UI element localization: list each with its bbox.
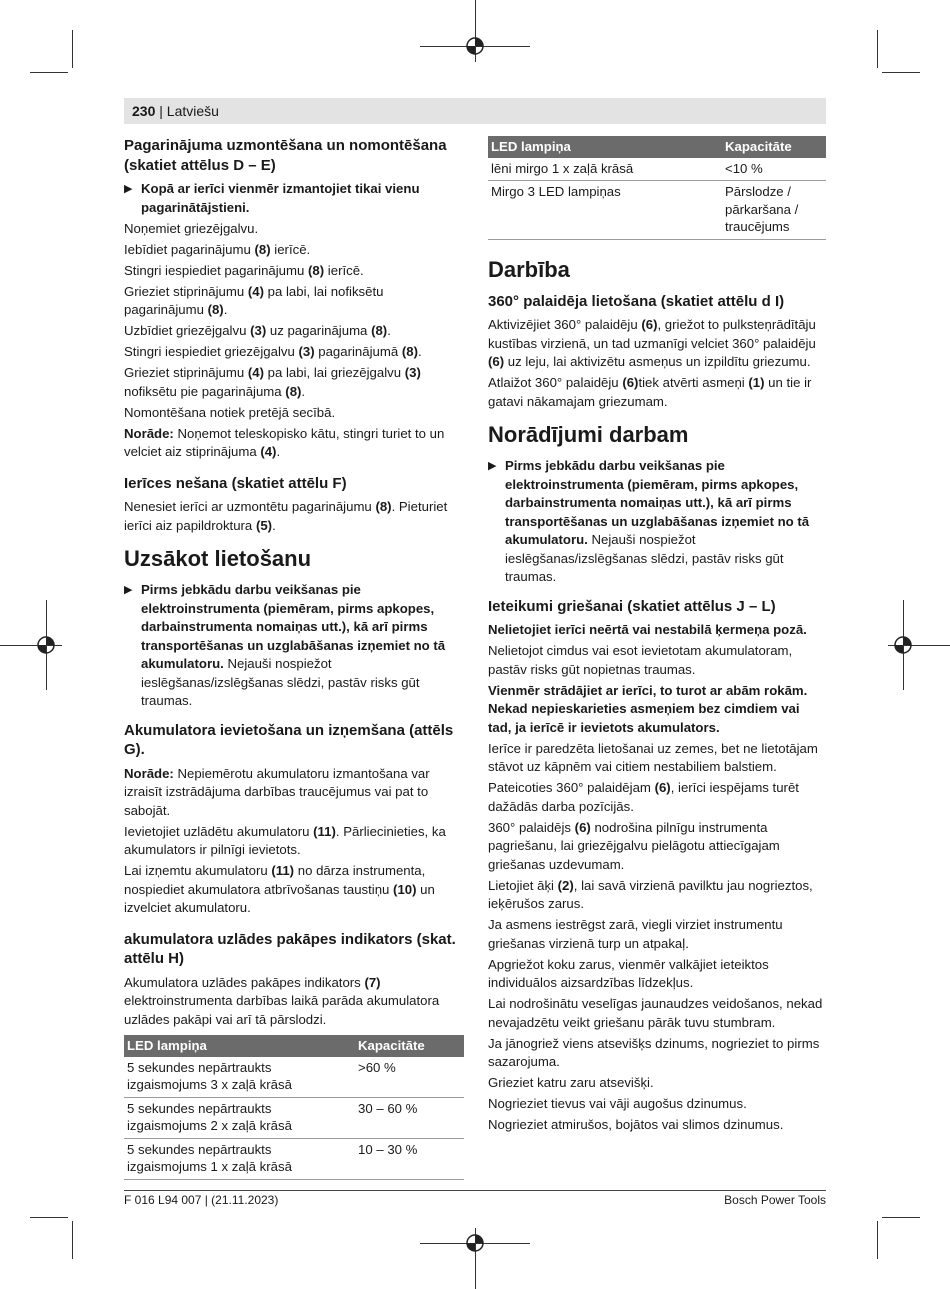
warning-text: Kopā ar ierīci vienmēr izmantojiet tikai vienu pagarinātājstieni. xyxy=(141,181,420,215)
paragraph: Grieziet katru zaru atsevišķi. xyxy=(488,1075,654,1090)
paragraph: Uzbīdiet griezējgalvu (3) uz pagarinājuma (8). xyxy=(124,323,391,338)
paragraph: Akumulatora uzlādes pakāpes indikators (7) elektroinstrumenta darbības laikā parāda akumulatora uzlādes pakāpi vai arī tā pārslodzi. xyxy=(124,974,440,1027)
paragraph: Stingri iespiediet pagarinājumu (8) ierīcē. xyxy=(124,262,364,278)
section-title: Ieteikumi griešanai (skatiet attēlus J – L) xyxy=(488,597,776,615)
header-language: Latviešu xyxy=(166,103,219,119)
paragraph: Lietojiet āķi (2), lai savā virzienā pavilktu jau nogrieztos, ieķērušos zarus. xyxy=(488,877,813,911)
table-row: Mirgo 3 LED lampiņas Pārslodze / pārkaršana / traucējums xyxy=(488,181,826,240)
paragraph: Grieziet stiprinājumu (4) pa labi, lai griezējgalvu (3) nofiksētu pie pagarinājuma (8). xyxy=(124,365,421,399)
section-title: Pagarinājuma uzmontēšana un nomontēšana (skatiet attēlus D – E) xyxy=(124,137,447,174)
page-footer xyxy=(124,1190,826,1207)
crop-mark xyxy=(30,72,68,73)
section-title: Ierīces nešana (skatiet attēlu F) xyxy=(124,474,347,492)
left-column xyxy=(124,136,464,1180)
note: Norāde: Nepiemērotu akumulatoru izmantošana var izraisīt izstrādājuma darbības traucējumus vai pat to sabojāt. xyxy=(124,765,430,818)
paragraph: Lai izņemtu akumulatoru (11) no dārza instrumenta, nospiediet akumulatora atbrīvošanas taustiņu (10) un izvelciet akumulatoru. xyxy=(124,863,435,915)
paragraph-bold: Vienmēr strādājiet ar ierīci, to turot ar abām rokām. Nekad nepieskarieties asmeņiem bez cimdiem vai tad, ja ierīcē ir ievietots akumulators. xyxy=(488,682,808,735)
section-title: akumulatora uzlādes pakāpes indikators (skat. attēlu H) xyxy=(124,930,456,967)
paragraph: Grieziet stiprinājumu (4) pa labi, lai nofiksētu pagarinājumu (8). xyxy=(124,283,384,317)
paragraph: Iebīdiet pagarinājumu (8) ierīcē. xyxy=(124,241,311,257)
section-title: 360° palaidēja lietošana (skatiet attēlu d I) xyxy=(488,292,785,310)
registration-mark-icon xyxy=(461,32,489,60)
led-table xyxy=(488,136,826,240)
warning-item: ▶ Pirms jebkādu darbu veikšanas pie elektroinstrumenta (piemēram, pirms apkopes, darbainstrumenta nomaiņas utt.), kā arī pirms transportēšanas un uzglabāšanas izņemiet no tā akumulatoru. Nejauši nospiežot ieslēgšanas/izslēgšanas slēdzi, pastāv risks gūt traumas. xyxy=(488,458,810,584)
registration-mark-icon xyxy=(32,631,60,659)
table-header: LED lampiņa xyxy=(124,1035,355,1057)
crop-mark xyxy=(877,30,878,68)
paragraph: Stingri iespiediet griezējgalvu (3) pagarinājumā (8). xyxy=(124,344,422,359)
crop-mark xyxy=(882,1217,920,1218)
paragraph: Nogrieziet tievus vai vāji augošus dzinumus. xyxy=(488,1096,747,1111)
page-number: 230 xyxy=(132,103,156,119)
paragraph: Atlaižot 360° palaidēju (6)tiek atvērti asmeņi (1) un tie ir gatavi nākamajam griezumam. xyxy=(488,375,812,409)
paragraph: Ja asmens iestrēgst zarā, viegli virziet instrumentu griešanas virzienā turp un atpakaļ. xyxy=(488,917,783,951)
paragraph: Ja jānogriež viens atsevišķs dzinums, nogrieziet to pirms sazarojuma. xyxy=(488,1035,820,1069)
note: Norāde: Noņemot teleskopisko kātu, stingri turiet to un velciet aiz stiprinājuma (4). xyxy=(124,425,445,459)
warning-arrow-icon: ▶ xyxy=(124,183,133,195)
warning-item xyxy=(124,180,464,217)
table-header: Kapacitāte xyxy=(722,136,826,158)
warning-arrow-icon: ▶ xyxy=(124,584,133,596)
table-row: 5 sekundes nepārtraukts izgaismojums 2 x zaļā krāsā 30 – 60 % xyxy=(124,1097,464,1138)
paragraph: 360° palaidējs (6) nodrošina pilnīgu instrumenta pagriešanu, lai griezējgalvu pielāgotu attiecīgajam griešanas uzdevumam. xyxy=(488,819,780,872)
table-row: 5 sekundes nepārtraukts izgaismojums 1 x zaļā krāsā 10 – 30 % xyxy=(124,1138,464,1179)
crop-mark xyxy=(72,30,73,68)
paragraph: Nogrieziet atmirušos, bojātos vai slimos dzinumus. xyxy=(488,1117,784,1132)
crop-mark xyxy=(30,1217,68,1218)
warning-arrow-icon: ▶ xyxy=(488,460,497,472)
section-title: Akumulatora ievietošana un izņemšana (attēls G). xyxy=(124,721,454,758)
paragraph: Noņemiet griezējgalvu. xyxy=(124,220,259,236)
paragraph: Apgriežot koku zarus, vienmēr valkājiet ieteiktos individuālos aizsardzības līdzekļus. xyxy=(488,956,769,990)
paragraph: Nenesiet ierīci ar uzmontētu pagarinājumu (8). Pieturiet ierīci aiz papildroktura (5). xyxy=(124,499,448,533)
footer-brand: Bosch Power Tools xyxy=(724,1193,826,1207)
right-column xyxy=(488,136,826,1137)
paragraph: Lai nodrošinātu veselīgas jaunaudzes veidošanos, nekad nevajadzētu veikt griešanu pārāk tuvu stumbram. xyxy=(488,996,823,1030)
chapter-heading: Darbība xyxy=(488,256,570,282)
registration-mark-icon xyxy=(461,1229,489,1257)
paragraph-bold: Nelietojiet ierīci neērtā vai nestabilā ķermeņa pozā. xyxy=(488,622,807,637)
footer-doc-id: F 016 L94 007 | (21.11.2023) xyxy=(124,1193,279,1207)
crop-mark xyxy=(72,1221,73,1259)
paragraph: Pateicoties 360° palaidējam (6), ierīci iespējams turēt dažādās darba pozīcijās. xyxy=(488,780,799,814)
paragraph: Nelietojot cimdus vai esot ievietotam akumulatoram, pastāv risks gūt nopietnas traumas. xyxy=(488,643,793,677)
led-table xyxy=(124,1035,464,1180)
table-row: lēni mirgo 1 x zaļā krāsā <10 % xyxy=(488,158,826,181)
chapter-heading: Uzsākot lietošanu xyxy=(124,546,312,571)
crop-mark xyxy=(882,72,920,73)
warning-item: ▶ Pirms jebkādu darbu veikšanas pie elektroinstrumenta (piemēram, pirms apkopes, darbainstrumenta nomaiņas utt.), kā arī pirms transportēšanas un uzglabāšanas izņemiet no tā akumulatoru. Nejauši nospiežot ieslēgšanas/izslēgšanas slēdzi, pastāv risks gūt traumas. xyxy=(124,582,446,708)
paragraph: Ierīce ir paredzēta lietošanai uz zemes, bet ne lietotājam stāvot uz kāpnēm vai citiem nestabiliem balstiem. xyxy=(488,740,818,774)
page-header xyxy=(124,98,826,124)
table-row: 5 sekundes nepārtraukts izgaismojums 3 x zaļā krāsā >60 % xyxy=(124,1057,464,1098)
table-header: LED lampiņa xyxy=(488,136,722,158)
crop-mark xyxy=(877,1221,878,1259)
paragraph: Aktivizējiet 360° palaidēju (6), griežot to pulksteņrādītāju kustības virzienā, un tad uzmanīgi velciet 360° palaidēju (6) uz leju, lai aktivizētu asmeņus un izpildītu griezumu. xyxy=(488,317,816,369)
chapter-heading: Norādījumi darbam xyxy=(488,422,689,447)
paragraph: Ievietojiet uzlādētu akumulatoru (11). Pārliecinieties, ka akumulators ir pilnīgi ievietots. xyxy=(124,823,446,857)
registration-mark-icon xyxy=(889,631,917,659)
paragraph: Nomontēšana notiek pretējā secībā. xyxy=(124,404,336,420)
header-separator: | xyxy=(155,103,167,119)
table-header: Kapacitāte xyxy=(355,1035,464,1057)
